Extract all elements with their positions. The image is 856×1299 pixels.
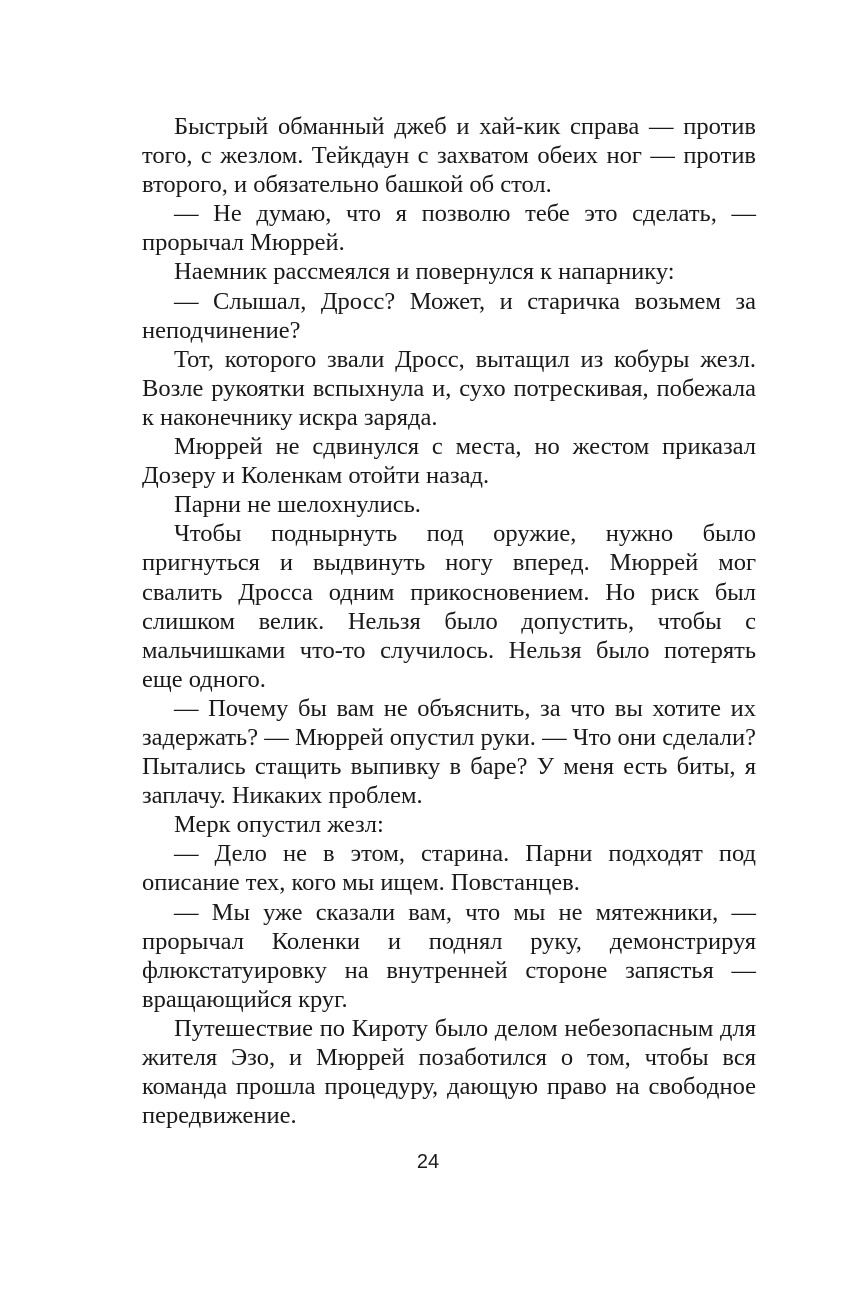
body-text <box>142 112 756 1130</box>
paragraph: Наемник рассмеялся и повернулся к напарнику: <box>174 258 675 286</box>
paragraph: — Слышал, Дросс? Может, и старичка возьмем за неподчинение? <box>142 287 756 344</box>
paragraph: — Дело не в этом, старина. Парни подходят под описание тех, кого мы ищем. Повстанцев. <box>142 840 756 897</box>
page-number: 24 <box>416 1151 440 1173</box>
paragraph: — Почему бы вам не объяснить, за что вы хотите их задержать? — Мюррей опустил руки. — Что они сделали? Пытались стащить выпивку в баре? У меня есть биты, я заплачу. Никаких проблем. <box>142 694 756 810</box>
paragraph: Мюррей не сдвинулся с места, но жестом приказал Дозеру и Коленкам отойти назад. <box>142 433 756 490</box>
paragraph: Быстрый обманный джеб и хай-кик справа — против того, с жезлом. Тейкдаун с захватом обеих ног — против второго, и обязательно башкой об стол. <box>142 113 756 199</box>
paragraph: Парни не шелохнулись. <box>174 491 421 519</box>
paragraph: Чтобы поднырнуть под оружие, нужно было пригнуться и выдвинуть ногу вперед. Мюррей мог свалить Дросса одним прикосновением. Но риск был слишком велик. Нельзя было допустить, чтобы с мальчишками что-то случилось. Нельзя было потерять еще одного. <box>142 520 756 693</box>
paragraph: Тот, которого звали Дросс, вытащил из кобуры жезл. Возле рукоятки вспыхнула и, сухо потрескивая, побежала к наконечнику искра заряда. <box>142 345 756 431</box>
paragraph: — Мы уже сказали вам, что мы не мятежники, — прорычал Коленки и поднял руку, демонстрируя флюкстатуировку на внутренней стороне запястья — вращающийся круг. <box>142 898 756 1013</box>
paragraph: — Не думаю, что я позволю тебе это сделать, — прорычал Мюррей. <box>142 200 756 257</box>
paragraph: Мерк опустил жезл: <box>174 811 384 839</box>
paragraph: Путешествие по Кироту было делом небезопасным для жителя Эзо, и Мюррей позаботился о том, чтобы вся команда прошла процедуру, дающую право на свободное передвижение. <box>142 1014 756 1130</box>
